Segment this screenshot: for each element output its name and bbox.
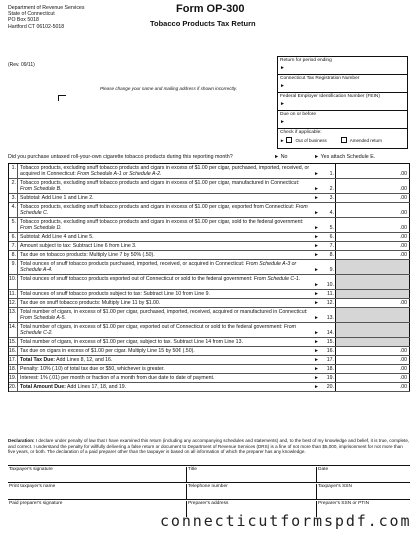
line-number: 18. (9, 365, 17, 372)
line-description (18, 251, 314, 259)
line-description-text: From Schedule C. (20, 203, 308, 216)
tax-line-row (9, 251, 410, 260)
line-description (18, 164, 314, 178)
preparer-address-field[interactable]: Preparer's address (186, 501, 316, 517)
tax-line-row (9, 338, 410, 347)
amount-field[interactable]: .00 (335, 164, 410, 178)
line-number: 20. (9, 383, 17, 390)
registration-label: Connecticut Tax Registration Number (280, 76, 360, 81)
arrow-icon: ► (280, 119, 285, 125)
form-subtitle: Tobacco Products Tax Return (150, 19, 256, 28)
amount-field[interactable]: .00 (335, 242, 410, 250)
amount-field[interactable]: .00 (335, 356, 410, 364)
tax-line-row (9, 260, 410, 275)
line-ref: 10. (326, 282, 334, 289)
amount-field[interactable]: .00 (335, 365, 410, 373)
signature-row (8, 465, 410, 482)
out-of-business-checkbox[interactable] (286, 137, 292, 143)
line-description-text: Amount subject to tax: Subtract Line 6 from Line 3. (20, 242, 137, 249)
tax-line-row (9, 365, 410, 374)
untaxed-question (8, 154, 410, 160)
tax-line-row (9, 347, 410, 356)
line-number: 14. (9, 323, 18, 337)
line-ref: 13. (326, 315, 334, 322)
arrow-icon: ► (280, 137, 285, 143)
arrow-icon: ► (314, 384, 319, 391)
amended-return-checkbox[interactable] (341, 137, 347, 143)
arrow-icon: ► (314, 267, 319, 274)
line-description-text: Tobacco products, excluding snuff tobacco products and cigars in excess of $1.00 per cigar, exported from Connecticut: (20, 203, 296, 210)
line-ref: 4. (329, 210, 334, 217)
amount-field[interactable] (335, 308, 410, 322)
tax-line-row (9, 383, 410, 392)
line-ref: 17. (326, 357, 334, 364)
line-ref: 7. (329, 243, 334, 250)
tax-line-row (9, 233, 410, 242)
amount-field[interactable] (335, 323, 410, 337)
line-description-text: Subtotal: Add Line 1 and Line 2. (20, 194, 94, 201)
telephone-field[interactable]: Telephone number (186, 484, 316, 500)
arrow-icon: ► (314, 171, 319, 178)
line-description-text: From Schedule A-1 or Schedule A-2. (77, 171, 162, 177)
arrow-icon: ► (314, 366, 319, 373)
line-description-text: Total Amount Due: (20, 383, 66, 390)
arrow-icon: ► (314, 330, 319, 337)
line-description (18, 338, 314, 346)
line-ref: 1. (329, 171, 334, 178)
due-field[interactable] (278, 110, 407, 128)
period-label: Return for period ending (280, 58, 332, 63)
line-description (18, 365, 314, 373)
line-description-text: From Schedule A-3 or Schedule A-4. (20, 260, 297, 273)
date-field[interactable]: Date (316, 467, 410, 483)
arrow-icon: ► (314, 234, 319, 241)
line-description-text: Total Tax Due: (20, 356, 55, 363)
tax-line-row (9, 242, 410, 251)
amount-field[interactable]: .00 (335, 383, 410, 391)
fein-label: Federal Employer Identification Number (FEIN) (280, 94, 380, 99)
line-ref: 9. (329, 267, 334, 274)
watermark: connecticutformspdf.com (160, 512, 412, 530)
arrow-icon: ► (314, 252, 319, 259)
line-description (18, 218, 314, 232)
arrow-icon: ► (314, 243, 319, 250)
period-field[interactable] (278, 57, 407, 74)
tax-line-row (9, 299, 410, 308)
line-description-text: Total ounces of snuff tobacco products purchased, imported, received, or acquired in Connecticut: (20, 260, 246, 267)
arrow-icon: ► (314, 291, 319, 298)
line-description (18, 260, 314, 274)
line-ref: 2. (329, 186, 334, 193)
line-description (18, 299, 314, 307)
return-info-box (277, 56, 408, 149)
line-description-text: Penalty: 10% (.10) of total tax due or $50, whichever is greater. (20, 365, 165, 372)
line-description-text: Add Lines 8, 12, and 16. (54, 356, 113, 363)
preparer-ssn-field[interactable]: Preparer's SSN or PTIN (316, 501, 410, 517)
line-ref: 12. (326, 300, 334, 307)
line-ref: 5. (329, 225, 334, 232)
tax-line-row (9, 290, 410, 299)
tax-line-row (9, 374, 410, 383)
line-description-text: Add Lines 17, 18, and 19. (65, 383, 127, 390)
tax-line-row (9, 179, 410, 194)
line-number: 4. (9, 203, 18, 217)
arrow-icon: ► (314, 186, 319, 193)
arrow-icon: ► (280, 65, 285, 71)
line-description-text: From Schedule C-2. (20, 323, 296, 336)
arrow-icon: ► (314, 225, 319, 232)
line-description-text: Tobacco products, excluding snuff tobacco products and cigars in excess of $1.00 per cigar, purchased, imported, received, or acquired in Connecticut: (20, 164, 310, 177)
line-description (18, 347, 314, 355)
line-description-text: From Schedule D. (20, 225, 62, 231)
line-number: 5. (9, 218, 18, 232)
amount-field[interactable] (335, 260, 410, 274)
tax-line-row (9, 218, 410, 233)
arrow-icon: ► (314, 315, 319, 322)
declaration (8, 438, 410, 455)
fein-field[interactable] (278, 92, 407, 110)
arrow-icon: ► (314, 300, 319, 307)
line-ref: 20. (326, 384, 334, 391)
line-description-text: Tax due on tobacco products: Multiply Line 7 by 50% (.50). (20, 251, 155, 258)
untaxed-question-text: Did you purchase untaxed roll-your-own cigarette tobacco products during this reporting month? (8, 154, 233, 160)
line-description-text: From Schedule C-1. (253, 275, 301, 282)
line-number: 6. (9, 233, 18, 241)
amount-field[interactable]: .00 (335, 233, 410, 241)
line-description (18, 179, 314, 193)
amount-field[interactable]: .00 (335, 194, 410, 202)
line-description-text: Subtotal: Add Line 4 and Line 5. (20, 233, 94, 240)
line-number: 12. (9, 299, 17, 306)
address-window-corner (58, 95, 66, 101)
amended-return-label: Amended return (349, 137, 383, 143)
tax-line-row (9, 194, 410, 203)
arrow-icon: ► (314, 210, 319, 217)
amount-field[interactable] (335, 338, 410, 346)
department-address (8, 5, 84, 30)
tax-line-row (9, 356, 410, 365)
line-ref: 3. (329, 195, 334, 202)
amount-field[interactable]: .00 (335, 251, 410, 259)
check-applicable-label: Check if applicable: (280, 130, 322, 135)
untaxed-yes-option[interactable]: ► Yes attach Schedule E. (314, 154, 376, 160)
dept-line: State of Connecticut (8, 11, 55, 18)
taxpayer-ssn-field[interactable]: Taxpayer's SSN (316, 484, 410, 500)
line-number: 17. (9, 356, 17, 363)
line-ref: 14. (326, 330, 334, 337)
amount-field[interactable]: .00 (335, 203, 410, 217)
amount-field[interactable]: .00 (335, 374, 410, 382)
line-number: 8. (9, 251, 18, 259)
tax-line-row (9, 323, 410, 338)
line-ref: 11. (327, 291, 334, 298)
line-description-text: Interest: 1% (.01) per month or fraction of a month from due date to date of payment. (20, 374, 215, 381)
revision-label: (Rev. 09/11) (8, 62, 35, 68)
registration-field[interactable] (278, 74, 407, 92)
line-ref: 8. (329, 252, 334, 259)
arrow-icon: ► (314, 339, 319, 346)
line-ref: 19. (326, 375, 334, 382)
form-title: Form OP-300 (176, 3, 245, 15)
line-number: 19. (9, 374, 17, 381)
line-number: 10. (9, 275, 18, 289)
line-number: 13. (9, 308, 18, 322)
line-ref: 15. (326, 339, 334, 346)
line-ref: 16. (326, 348, 334, 355)
preparer-signature-field[interactable]: Paid preparer's signature (9, 501, 63, 506)
line-description-text: Total number of cigars, in excess of $1.00 per cigar, purchased, imported, received, acquired or manufactured in Connecticut: (20, 308, 308, 315)
line-description (18, 323, 314, 337)
line-description-text: Tax due on cigars in excess of $1.00 per cigar. Multiply Line 15 by 50¢ (.50). (20, 347, 195, 354)
line-description-text: From Schedule B. (20, 186, 62, 192)
amount-field[interactable]: .00 (335, 179, 410, 193)
line-number: 2. (9, 179, 18, 193)
arrow-icon: ► (280, 101, 285, 107)
arrow-icon: ► (314, 375, 319, 382)
amount-field[interactable]: .00 (335, 299, 410, 307)
line-description-text: Total number of cigars, in excess of $1.00 per cigar, subject to tax. Subtract Line 14 from Line 13. (20, 338, 243, 345)
due-label: Due on or before (280, 112, 317, 117)
amount-field[interactable]: .00 (335, 347, 410, 355)
signature-row (8, 482, 410, 499)
tax-line-row (9, 308, 410, 323)
dept-line: PO Box 5018 (8, 17, 39, 24)
line-ref: 18. (326, 366, 334, 373)
amount-field[interactable]: .00 (335, 218, 410, 232)
line-description-text: Total ounces of snuff tobacco products subject to tax: Subtract Line 10 from Line 9. (20, 290, 210, 297)
line-description (18, 242, 314, 250)
amount-field[interactable] (335, 290, 410, 298)
declaration-label: Declaration: (8, 438, 35, 443)
address-note: Please change your name and mailing address if shown incorrectly. (100, 86, 238, 91)
line-number: 3. (9, 194, 18, 202)
line-description (18, 203, 314, 217)
line-ref: 6. (329, 234, 334, 241)
line-description (18, 383, 314, 391)
amount-field[interactable] (335, 275, 410, 289)
taxpayer-signature-field[interactable]: Taxpayer's signature (9, 467, 53, 472)
line-description (18, 290, 314, 298)
line-description (18, 356, 314, 364)
line-description (18, 275, 314, 289)
line-description (18, 374, 314, 382)
arrow-icon: ► (314, 357, 319, 364)
line-description-text: Tobacco products, excluding snuff tobacco products and cigars in excess of $1.00 per cigar, manufactured in Connecticut: (20, 179, 300, 186)
line-description (18, 194, 314, 202)
applicable-field (278, 128, 407, 150)
taxpayer-name-field[interactable]: Print taxpayer's name (9, 484, 56, 489)
tax-lines-table (8, 163, 410, 392)
line-description-text: Total ounces of snuff tobacco products exported out of Connecticut or sold to the federal government: (20, 275, 254, 282)
arrow-icon: ► (314, 282, 319, 289)
tax-line-row (9, 203, 410, 218)
title-field[interactable]: Title (186, 467, 316, 483)
arrow-icon: ► (314, 195, 319, 202)
arrow-icon: ► (314, 348, 319, 355)
line-description-text: Total number of cigars, in excess of $1.00 per cigar, exported out of Connecticut or sold to the federal government: (20, 323, 284, 330)
line-description (18, 308, 314, 322)
line-number: 9. (9, 260, 18, 274)
out-of-business-label: Out of business (295, 137, 327, 143)
line-description-text: Tobacco products, excluding snuff tobacco products and cigars in excess of $1.00 per cigar, sold to the federal government: (20, 218, 304, 225)
declaration-text: I declare under penalty of law that I have examined this return (including any accompanying schedules and statements) and, to the best of my knowledge and belief, it is true, complete, and correct. I understand the penalty for willfully delivering a false return or document to Department of Revenue Services (DRS) is a fine of not more than $5,000, imprisonment for not more than five years, or both. The declaration of a paid preparer other than the taxpayer is based on all information of which the preparer has any knowledge. (8, 438, 410, 455)
line-description (18, 233, 314, 241)
line-number: 1. (9, 164, 18, 178)
line-number: 15. (9, 338, 17, 345)
untaxed-no-option[interactable]: ► No (274, 154, 288, 160)
line-description-text: Tax due on snuff tobacco products: Multiply Line 11 by $1.00. (20, 299, 161, 306)
dept-line: Department of Revenue Services (8, 5, 85, 11)
line-number: 7. (9, 242, 18, 250)
tax-line-row (9, 275, 410, 290)
line-description-text: From Schedule A-5. (20, 315, 66, 321)
dept-line: Hartford CT 06102-5018 (8, 23, 65, 30)
line-number: 11. (9, 290, 16, 297)
arrow-icon: ► (280, 83, 285, 89)
line-number: 16. (9, 347, 17, 354)
tax-line-row (9, 164, 410, 179)
